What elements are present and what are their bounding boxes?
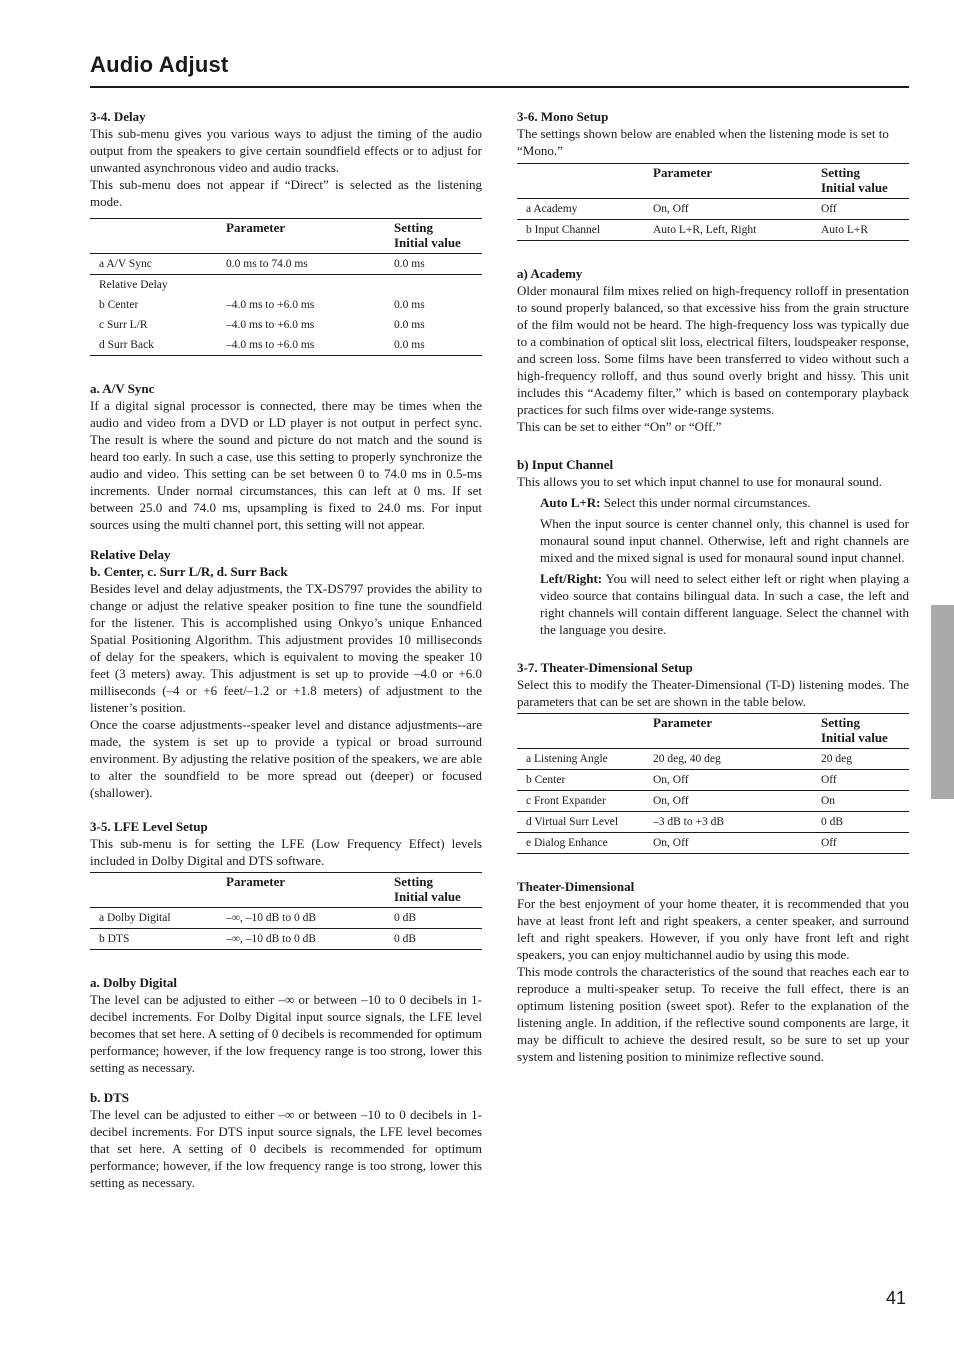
table-row: [90, 929, 482, 950]
table-header-blank: [517, 714, 653, 749]
row-param: [226, 275, 394, 296]
row-value: 0 dB: [394, 933, 417, 945]
table-row: [90, 254, 482, 275]
theater-dimensional-heading: Theater-Dimensional: [517, 879, 635, 894]
auto-lr-label: Auto L+R:: [540, 495, 601, 510]
theater-dimensional-text-2: This mode controls the characteristics of the sound that reaches each ear to reproduce a multi-speaker setup. To receive the full effect, there is an optimum listening position (sweet spot). Refer to the explanation of the listening angle. In addition, if the reflective sound components are large, it may be difficult to achieve the desired result, so be sure to set up your system and listening position to minimize reflective sound.: [517, 964, 909, 1064]
row-value: Off: [821, 837, 837, 849]
row-param: –4.0 ms to +6.0 ms: [226, 299, 315, 311]
row-group-label: Relative Delay: [99, 279, 168, 291]
row-value: Off: [821, 203, 837, 215]
row-param: –3 dB to +3 dB: [653, 816, 725, 828]
dolby-heading: a. Dolby Digital: [90, 975, 178, 990]
table-header-setting: Setting Initial value: [394, 874, 461, 904]
row-param: On, Off: [653, 795, 689, 807]
page-number: 41: [886, 1288, 907, 1308]
row-label: c Surr L/R: [99, 319, 148, 331]
left-right-label: Left/Right:: [540, 571, 603, 586]
table-row: [90, 295, 482, 315]
row-label: b Center: [99, 299, 139, 311]
table-row: [517, 770, 909, 791]
dts-text: The level can be adjusted to either –∞ or between –10 to 0 decibels in 1-decibel increments. For DTS input source signals, the LFE level becomes that set here. A setting of 0 decibels is recommended for optimum performance; however, if the low frequency range is too strong, lower this setting as necessary.: [90, 1107, 482, 1190]
relative-delay-heading: Relative Delay: [90, 547, 171, 562]
delay-heading: 3-4. Delay: [90, 109, 146, 124]
table-row: [90, 335, 482, 356]
table-row: [90, 908, 482, 929]
table-header-setting: Setting Initial value: [821, 165, 888, 195]
table-row: [517, 220, 909, 241]
row-label: a Listening Angle: [526, 753, 608, 765]
avsync-heading: a. A/V Sync: [90, 381, 155, 396]
table-header-parameter: Parameter: [226, 874, 286, 889]
academy-heading: a) Academy: [517, 266, 583, 281]
table-header-parameter: Parameter: [653, 165, 713, 180]
lfe-table: [90, 872, 482, 950]
row-value: On: [821, 795, 836, 807]
row-label: a Dolby Digital: [99, 912, 171, 924]
input-channel-text: This allows you to set which input channel to use for monaural sound.: [517, 474, 883, 489]
row-label: b Center: [526, 774, 566, 786]
row-param: –4.0 ms to +6.0 ms: [226, 339, 315, 351]
td-table: [517, 713, 909, 854]
delay-intro-2: This sub-menu does not appear if “Direct” is selected as the listening mode.: [90, 177, 482, 209]
row-label: d Surr Back: [99, 339, 154, 351]
row-param: On, Off: [653, 837, 689, 849]
row-param: 0.0 ms to 74.0 ms: [226, 258, 308, 270]
table-header-blank: [517, 164, 653, 199]
auto-lr-text: Select this under normal circumstances.: [603, 495, 811, 510]
table-header-blank: [90, 219, 226, 254]
table-header-parameter: Parameter: [226, 220, 286, 235]
table-row: [517, 199, 909, 220]
table-header-blank: [90, 873, 226, 908]
left-column: [90, 108, 482, 1191]
row-param: Auto L+R, Left, Right: [653, 224, 757, 236]
lfe-heading: 3-5. LFE Level Setup: [90, 819, 208, 834]
row-value: [394, 275, 482, 296]
table-row: [517, 812, 909, 833]
row-label: b Input Channel: [526, 224, 601, 236]
avsync-text: If a digital signal processor is connected, there may be times when the audio and video from a DVD or LD player is not output in perfect sync. The result is where the sound and picture do not match and the sound is heard too early. In such a case, use this setting to properly synchronize the audio and video. This setting can be set between 0 to 74.0 ms in 0.5-ms increments. Under normal circumstances, this can left at 0 ms. If set between 25.0 and 74.0 ms, upsampling is fixed to 24.0 ms. For input sources using the multi channel port, this setting will not appear.: [90, 398, 482, 532]
mono-intro: The settings shown below are enabled when the listening mode is set to “Mono.”: [517, 126, 889, 158]
row-value: Off: [821, 774, 837, 786]
relative-delay-text-2: Once the coarse adjustments--speaker level and distance adjustments--are made, the system is set up to provide a typical or broad surround environment. By adjusting the relative position of the speakers, we are able to alter the soundfield to be more spread out (deeper) or focused (shallower).: [90, 717, 482, 800]
row-value: 0 dB: [394, 912, 417, 924]
row-label: d Virtual Surr Level: [526, 816, 619, 828]
table-header-setting: Setting Initial value: [394, 220, 461, 250]
right-column: [517, 108, 909, 1065]
auto-lr-paragraph: [540, 494, 909, 511]
left-right-text: You will need to select either left or right when playing a video source that contains bilingual data. In such a case, the left and right channels will contain different language. Select the channel with the language you desire.: [540, 571, 909, 637]
row-param: –∞, –10 dB to 0 dB: [226, 912, 316, 924]
delay-table: [90, 218, 482, 356]
td-heading: 3-7. Theater-Dimensional Setup: [517, 660, 693, 675]
row-value: 0.0 ms: [394, 258, 425, 270]
row-param: 20 deg, 40 deg: [653, 753, 721, 765]
left-right-paragraph: [540, 570, 909, 638]
dolby-text: The level can be adjusted to either –∞ or between –10 to 0 decibels in 1-decibel increments. For Dolby Digital input source signals, the LFE level becomes that set here. A setting of 0 decibels is recommended for optimum performance; however, if the low frequency range is too strong, lower this setting as necessary.: [90, 992, 482, 1075]
title-rule: [90, 86, 909, 88]
auto-lr-text-2: When the input source is center channel only, this channel is used for monaural sound input channel. Otherwise, left and right channels are mixed and the mixed signal is used for monaural sound input channel.: [540, 516, 909, 565]
academy-text: Older monaural film mixes relied on high-frequency rolloff in presentation to sound properly balanced, so that excessive hiss from the grain structure of the film would not be heard. The high-frequency loss was typically due to a combination of optical slit loss, electrical filters, loudspeaker response, and screen loss. Some films have been transferred to video without such a high-frequency rolloff, and thus sound overly bright and hissy. This unit includes this “Academy filter,” which is based on contemporary playback practices for such films over wide-range systems.: [517, 283, 909, 417]
row-param: –4.0 ms to +6.0 ms: [226, 319, 315, 331]
row-label: a A/V Sync: [99, 258, 152, 270]
academy-text-2: This can be set to either “On” or “Off.”: [517, 419, 722, 434]
lfe-intro: This sub-menu is for setting the LFE (Low Frequency Effect) levels included in Dolby Digital and DTS software.: [90, 836, 482, 868]
section-thumb-tab: [931, 605, 954, 799]
table-row: [90, 275, 482, 296]
row-value: 0.0 ms: [394, 319, 425, 331]
input-channel-heading: b) Input Channel: [517, 457, 614, 472]
delay-intro: This sub-menu gives you various ways to adjust the timing of the audio output from the speakers to give certain soundfield effects or to adjust for unwanted asynchronous video and audio tracks.: [90, 126, 482, 175]
row-value: 0.0 ms: [394, 339, 425, 351]
row-value: Auto L+R: [821, 224, 869, 236]
relative-delay-text: Besides level and delay adjustments, the TX-DS797 provides the ability to change or adjust the relative speaker position to fine tune the soundfield for the listener. This is accomplished using Onkyo’s unique Enhanced Spatial Positioning Algorithm. This adjustment provides 10 milliseconds of delay for the speakers, which is equivalent to moving the speaker 10 feet (3 meters) away. This adjustment is set up to provide –4.0 or +6.0 milliseconds (–4 or +6 feet/–1.2 or +1.8 meters) of adjustment to the listener’s position.: [90, 581, 482, 715]
row-label: e Dialog Enhance: [526, 837, 608, 849]
mono-heading: 3-6. Mono Setup: [517, 109, 609, 124]
row-param: On, Off: [653, 203, 689, 215]
row-label: a Academy: [526, 203, 578, 215]
table-header-parameter: Parameter: [653, 715, 713, 730]
row-value: 0.0 ms: [394, 299, 425, 311]
relative-delay-subheading: b. Center, c. Surr L/R, d. Surr Back: [90, 564, 288, 579]
row-label: c Front Expander: [526, 795, 606, 807]
table-row: [517, 791, 909, 812]
row-label: b DTS: [99, 933, 130, 945]
mono-table: [517, 163, 909, 241]
table-row: [90, 315, 482, 335]
dts-heading: b. DTS: [90, 1090, 130, 1105]
table-row: [517, 749, 909, 770]
td-intro: Select this to modify the Theater-Dimensional (T-D) listening modes. The parameters that can be set are shown in the table below.: [517, 677, 909, 709]
page-title: Audio Adjust: [90, 52, 229, 77]
table-row: [517, 833, 909, 854]
row-value: 20 deg: [821, 753, 852, 765]
row-value: 0 dB: [821, 816, 844, 828]
row-param: On, Off: [653, 774, 689, 786]
row-param: –∞, –10 dB to 0 dB: [226, 933, 316, 945]
theater-dimensional-text: For the best enjoyment of your home theater, it is recommended that you have at least front left and right speakers, a center speaker, and surround left and right speakers. However, if you only have front left and right speakers, you can enjoy multichannel audio by using this mode.: [517, 896, 909, 962]
table-header-setting: Setting Initial value: [821, 715, 888, 745]
